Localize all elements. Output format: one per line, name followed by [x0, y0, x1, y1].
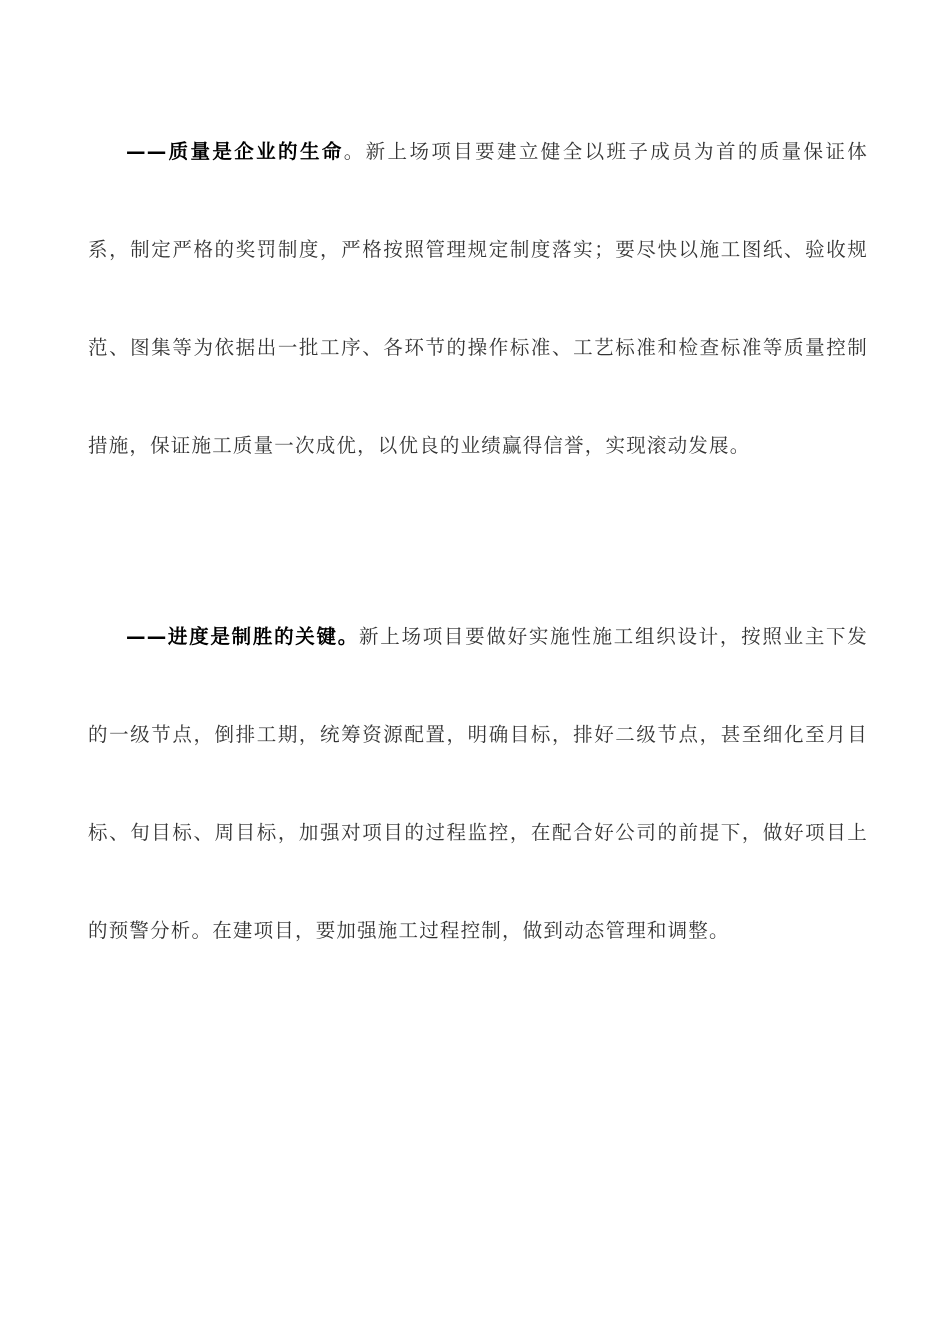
paragraph-lead-quality: ——质量是企业的生命 [126, 140, 344, 163]
paragraph-lead-punct: 。 [343, 140, 366, 163]
paragraph-body-quality: 新上场项目要建立健全以班子成员为首的质量保证体系，制定严格的奖罚制度，严格按照管理规定制度落实；要尽快以施工图纸、验收规范、图集等为依据出一批工序、各环节的操作标准、工艺标准和检查标准等质量控制措施，保证施工质量一次成优，以优良的业绩赢得信誉，实现滚动发展。 [88, 140, 868, 457]
paragraph-progress [88, 588, 868, 980]
paragraph-lead-progress: ——进度是制胜的关键。 [126, 625, 359, 648]
paragraph-body-progress: 新上场项目要做好实施性施工组织设计，按照业主下发的一级节点，倒排工期，统筹资源配置，明确目标，排好二级节点，甚至细化至月目标、旬目标、周目标，加强对项目的过程监控，在配合好公司的前提下，做好项目上的预警分析。在建项目，要加强施工过程控制，做到动态管理和调整。 [88, 625, 868, 942]
paragraph-quality [88, 103, 868, 495]
